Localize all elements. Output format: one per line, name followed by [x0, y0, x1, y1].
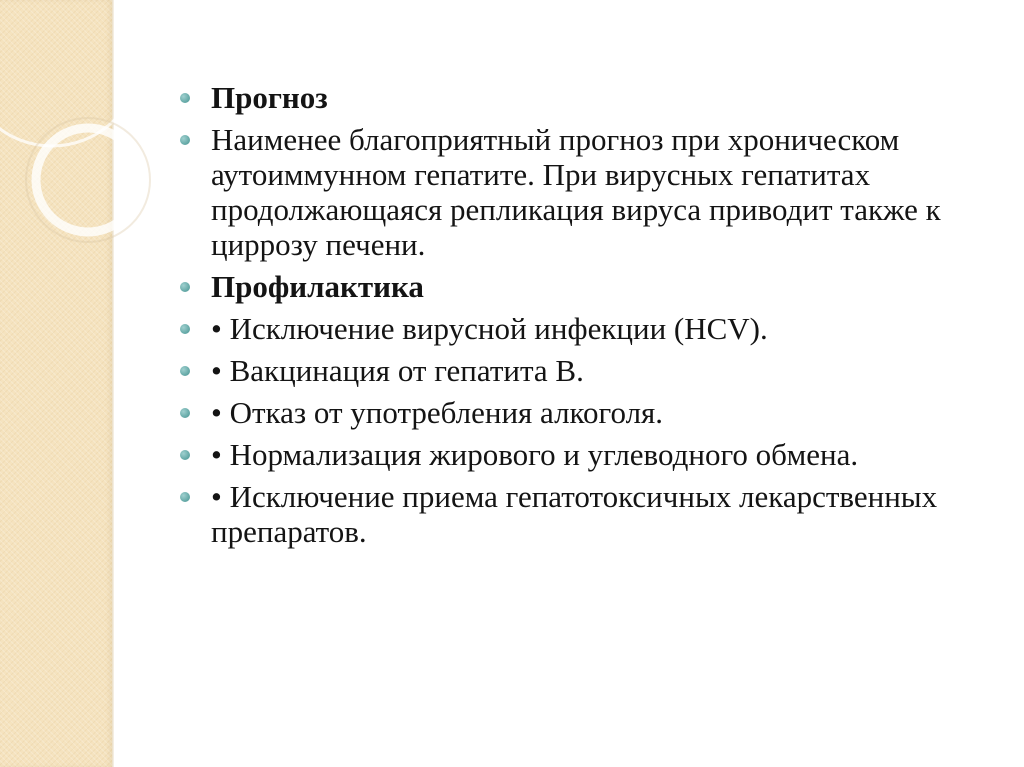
list-item — [180, 479, 990, 549]
bullet-icon — [180, 324, 190, 334]
list-item — [180, 80, 990, 115]
prevention-item: • Исключение приема гепатотоксичных лекарственных препаратов. — [211, 479, 938, 549]
bullet-icon — [180, 492, 190, 502]
bullet-icon — [180, 93, 190, 103]
bullet-list — [180, 80, 990, 556]
list-item — [180, 437, 990, 472]
bullet-icon — [180, 282, 190, 292]
prevention-item: • Нормализация жирового и углеводного обмена. — [211, 437, 859, 472]
prevention-item: • Исключение вирусной инфекции (HCV). — [211, 311, 768, 346]
bullet-icon — [180, 408, 190, 418]
list-item — [180, 269, 990, 304]
list-item — [180, 395, 990, 430]
prognosis-text: Наименее благоприятный прогноз при хроническом аутоиммунном гепатите. При вирусных гепатитах продолжающаяся репликация вируса приводит также к циррозу печени. — [211, 122, 941, 262]
prevention-item: • Отказ от употребления алкоголя. — [211, 395, 664, 430]
bullet-icon — [180, 366, 190, 376]
list-item — [180, 311, 990, 346]
list-item — [180, 122, 990, 262]
section-heading-prognosis: Прогноз — [211, 80, 328, 115]
prevention-item: • Вакцинация от гепатита В. — [211, 353, 584, 388]
list-item — [180, 353, 990, 388]
section-heading-prevention: Профилактика — [211, 269, 424, 304]
bullet-icon — [180, 135, 190, 145]
bullet-icon — [180, 450, 190, 460]
